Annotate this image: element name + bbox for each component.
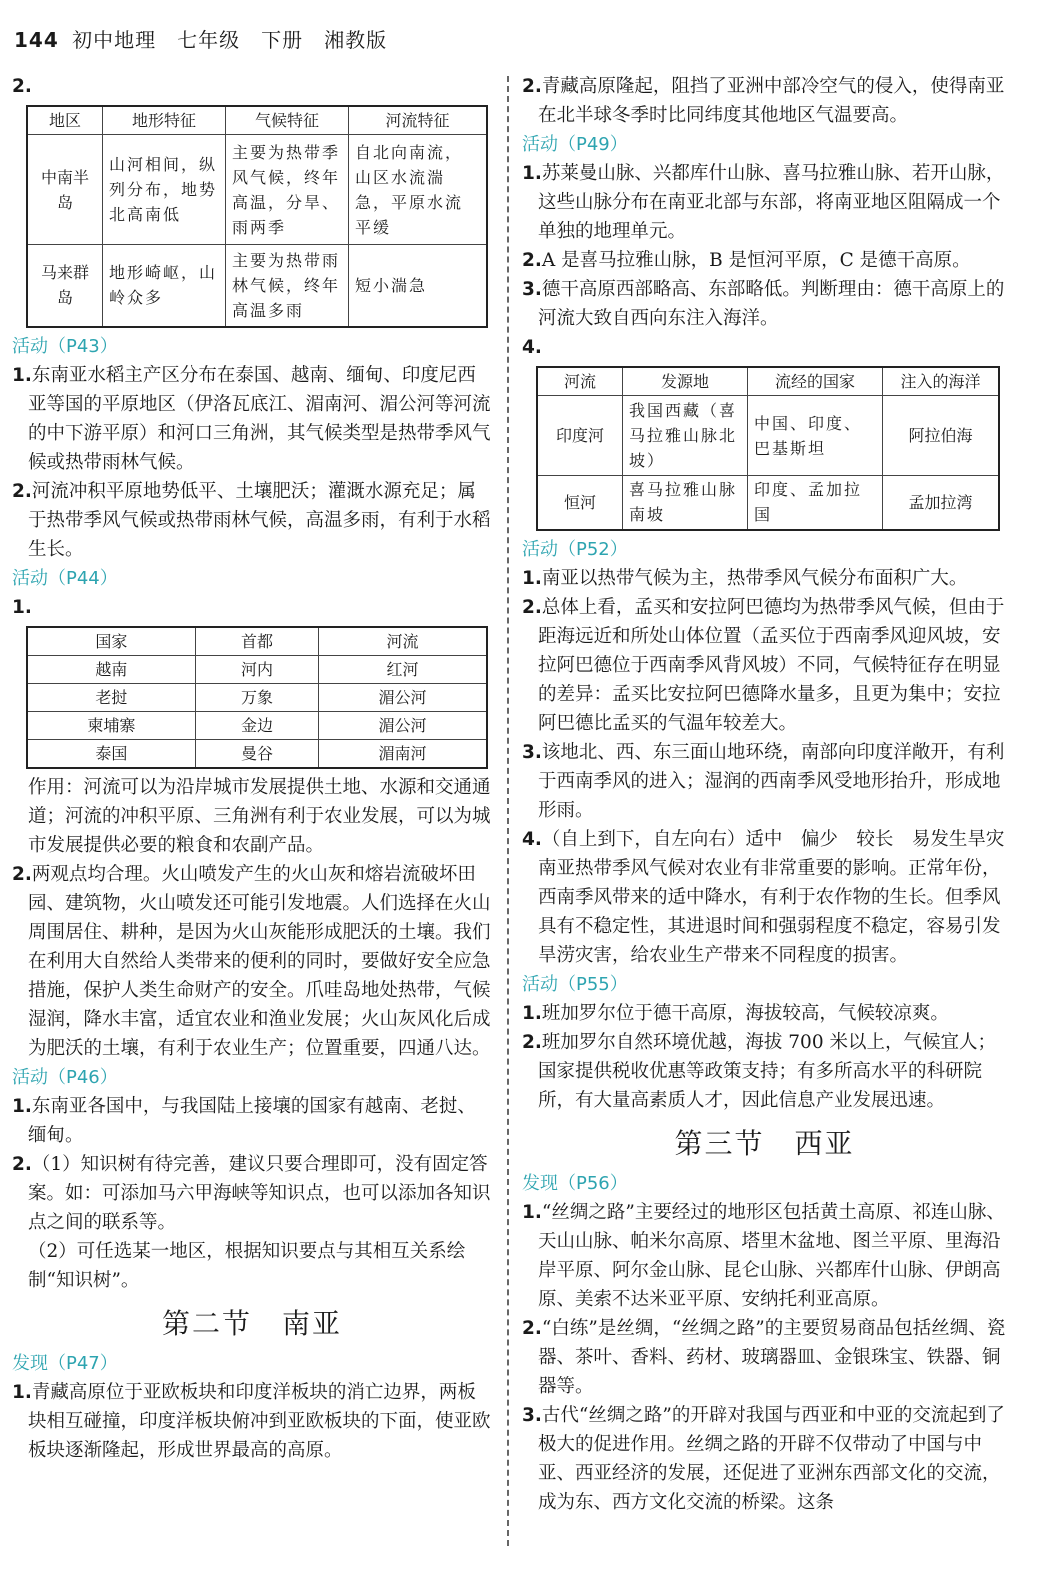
activity-heading: 活动（P44） bbox=[12, 567, 118, 589]
page-number: 144 bbox=[14, 28, 59, 52]
table-cell: 老挝 bbox=[27, 683, 195, 711]
item-number: 3. bbox=[522, 279, 542, 300]
table-cell: 泰国 bbox=[27, 739, 195, 768]
table-cell: 短小湍急 bbox=[349, 245, 488, 327]
table-header: 首都 bbox=[195, 627, 318, 656]
table-header-row bbox=[27, 106, 487, 135]
table-cell: 印度、孟加拉国 bbox=[748, 476, 883, 530]
river-table bbox=[536, 366, 1000, 531]
answer-text: 苏莱曼山脉、兴都库什山脉、喜马拉雅山脉、若开山脉，这些山脉分布在南亚北部与东部，将南亚地区阻隔成一个单独的地理单元。 bbox=[538, 163, 1005, 242]
answer-item bbox=[522, 825, 1023, 970]
table-cell: 马来群岛 bbox=[27, 245, 103, 327]
answer-item bbox=[12, 1378, 492, 1465]
answer-item bbox=[522, 246, 1007, 275]
answer-text: 青藏高原位于亚欧板块和印度洋板块的消亡边界，两板块相互碰撞，印度洋板块俯冲到亚欧板块的下面，使亚欧板块逐渐隆起，形成世界最高的高原。 bbox=[28, 1381, 491, 1461]
southeast-asia-table bbox=[26, 105, 488, 328]
table-cell: 喜马拉雅山脉南坡 bbox=[623, 476, 748, 530]
table-row bbox=[537, 396, 999, 476]
answer-text: “丝绸之路”主要经过的地形区包括黄土高原、祁连山脉、天山山脉、帕米尔高原、塔里木盆地、图兰平原、里海沿岸平原、阿尔金山脉、昆仑山脉、兴都库什山脉、伊朗高原、美索不达米亚平原、安纳托利亚高原。 bbox=[538, 1201, 1005, 1310]
discovery-heading: 发现（P56） bbox=[522, 1172, 628, 1194]
answer-item bbox=[522, 738, 1007, 825]
table-header: 气候特征 bbox=[226, 106, 349, 135]
item-number: 3. bbox=[522, 1404, 542, 1426]
table-header: 地区 bbox=[27, 106, 103, 135]
table-cell: 我国西藏（喜马拉雅山脉北坡） bbox=[623, 396, 748, 476]
item-number: 1. bbox=[522, 163, 542, 184]
answer-item bbox=[522, 1198, 1007, 1314]
answer-text: 东南亚水稻主产区分布在泰国、越南、缅甸、印度尼西亚等国的平原地区（伊洛瓦底江、湄南河、湄公河等河流的中下游平原）和河口三角洲，其气候类型是热带季风气候或热带雨林气候。 bbox=[28, 364, 491, 473]
answer-item bbox=[522, 1028, 1007, 1115]
activity-heading: 活动（P46） bbox=[12, 1066, 118, 1088]
table-cell: 湄南河 bbox=[319, 739, 487, 768]
item-number: 2. bbox=[12, 1153, 32, 1175]
answer-text: 总体上看，孟买和安拉阿巴德均为热带季风气候，但由于距海远近和所处山体位置（孟买位于西南季风迎风坡，安拉阿巴德位于西南季风背风坡）不同，气候特征存在明显的差异：孟买比安拉阿巴德降水量多，且更为集中；安拉阿巴德比孟买的气温年较差大。 bbox=[538, 596, 1005, 734]
table-cell: 自北向南流，山区水流湍急，平原水流平缓 bbox=[349, 135, 488, 245]
item-number: 2. bbox=[522, 1031, 542, 1053]
item-number: 4. bbox=[522, 828, 542, 850]
item-number: 2. bbox=[522, 250, 542, 271]
answer-text: 东南亚各国中，与我国陆上接壤的国家有越南、老挝、缅甸。 bbox=[28, 1095, 476, 1146]
item-number: 2. bbox=[12, 863, 32, 885]
table-cell: 孟加拉湾 bbox=[883, 476, 1000, 530]
activity-heading: 活动（P55） bbox=[522, 973, 628, 995]
table-row bbox=[537, 476, 999, 530]
answer-text: （2）可任选某一地区，根据知识要点与其相互关系绘制“知识树”。 bbox=[28, 1240, 466, 1291]
table-header: 发源地 bbox=[623, 367, 748, 396]
answer-item bbox=[12, 477, 492, 564]
table-header: 河流 bbox=[537, 367, 623, 396]
table-cell: 金边 bbox=[195, 711, 318, 739]
table-header: 河流特征 bbox=[349, 106, 488, 135]
item-number: 2. bbox=[522, 596, 542, 618]
answer-text: （自上到下，自左向右）适中 偏少 较长 易发生旱灾 南亚热带季风气候对农业有非常重要的影响。正常年份，西南季风带来的适中降水，有利于农作物的生长。但季风具有不稳定性，其进退时间和强弱程度不稳定，容易引发旱涝灾害，给农业生产带来不同程度的损害。 bbox=[538, 828, 1023, 966]
answer-item bbox=[522, 72, 1007, 130]
answer-text: A 是喜马拉雅山脉，B 是恒河平原，C 是德干高原。 bbox=[541, 250, 971, 271]
answer-text: 该地北、西、东三面山地环绕，南部向印度洋敞开，有利于西南季风的进入；湿润的西南季风受地形抬升，形成地形雨。 bbox=[538, 741, 1005, 821]
answer-text: 青藏高原隆起，阻挡了亚洲中部冷空气的侵入，使得南亚在北半球冬季时比同纬度其他地区气温要高。 bbox=[538, 76, 1005, 126]
item-number: 2. bbox=[12, 480, 32, 502]
table-row bbox=[27, 683, 487, 711]
table-cell: 印度河 bbox=[537, 396, 623, 476]
table-cell: 恒河 bbox=[537, 476, 623, 530]
answer-item bbox=[522, 159, 1007, 246]
item-number: 1. bbox=[522, 1002, 542, 1024]
table-row bbox=[27, 655, 487, 683]
table-cell: 越南 bbox=[27, 655, 195, 683]
table-cell: 中国、印度、巴基斯坦 bbox=[748, 396, 883, 476]
table-row bbox=[27, 135, 487, 245]
activity-heading: 活动（P52） bbox=[522, 538, 628, 560]
page-header bbox=[14, 24, 387, 53]
answer-item bbox=[522, 1314, 1007, 1401]
answer-item bbox=[522, 999, 1007, 1028]
item-number: 1. bbox=[12, 1095, 32, 1117]
table-cell: 主要为热带季风气候，终年高温，分旱、雨两季 bbox=[226, 135, 349, 245]
table-header: 流经的国家 bbox=[748, 367, 883, 396]
answer-item bbox=[522, 564, 1007, 593]
item-number: 1. bbox=[12, 1381, 32, 1403]
answer-item bbox=[12, 1150, 492, 1237]
activity-heading: 活动（P43） bbox=[12, 335, 118, 357]
table-header-row bbox=[537, 367, 999, 396]
answer-text: （1）知识树有待完善，建议只要合理即可，没有固定答案。如：可添加马六甲海峡等知识点，也可以添加各知识点之间的联系等。 bbox=[28, 1153, 491, 1233]
table-header: 地形特征 bbox=[103, 106, 226, 135]
table-cell: 湄公河 bbox=[319, 711, 487, 739]
table-cell: 万象 bbox=[195, 683, 318, 711]
table-row bbox=[27, 711, 487, 739]
answer-item bbox=[522, 1401, 1007, 1517]
answer-text: 古代“丝绸之路”的开辟对我国与西亚和中亚的交流起到了极大的促进作用。丝绸之路的开辟不仅带动了中国与中亚、西亚经济的发展，还促进了亚洲东西部文化的交流，成为东、西方文化交流的桥梁。这条 bbox=[538, 1404, 1005, 1513]
activity-heading: 活动（P49） bbox=[522, 134, 628, 155]
item-label: 4. bbox=[522, 337, 542, 358]
table-row bbox=[27, 739, 487, 768]
table-cell: 曼谷 bbox=[195, 739, 318, 768]
item-number: 2. bbox=[522, 76, 542, 97]
table-header-row bbox=[27, 627, 487, 656]
table-cell: 中南半岛 bbox=[27, 135, 103, 245]
item-number: 1. bbox=[522, 567, 542, 589]
section-title: 第二节 南亚 bbox=[161, 1306, 342, 1340]
answer-text: “白练”是丝绸，“丝绸之路”的主要贸易商品包括丝绸、瓷器、茶叶、香料、药材、玻璃器皿、金银珠宝、铁器、铜器等。 bbox=[538, 1317, 1006, 1397]
table-cell: 湄公河 bbox=[319, 683, 487, 711]
left-column bbox=[12, 72, 492, 1465]
item-label: 1. bbox=[12, 596, 32, 618]
table-row bbox=[27, 245, 487, 327]
item-number: 1. bbox=[12, 364, 32, 386]
answer-item bbox=[12, 860, 492, 1063]
answer-text: 德干高原西部略高、东部略低。判断理由：德干高原上的河流大致自西向东注入海洋。 bbox=[538, 279, 1005, 329]
capital-river-table bbox=[26, 626, 488, 769]
table-cell: 地形崎岖，山岭众多 bbox=[103, 245, 226, 327]
answer-item bbox=[522, 593, 1007, 738]
right-column bbox=[522, 72, 1023, 1517]
item-number: 1. bbox=[522, 1201, 542, 1223]
table-cell: 阿拉伯海 bbox=[883, 396, 1000, 476]
table-cell: 红河 bbox=[319, 655, 487, 683]
item-label: 2. bbox=[12, 76, 32, 97]
answer-text: 南亚以热带气候为主，热带季风气候分布面积广大。 bbox=[541, 567, 968, 589]
answer-text: 作用：河流可以为沿岸城市发展提供土地、水源和交通通道；河流的冲积平原、三角洲有利于农业发展，可以为城市发展提供必要的粮食和农副产品。 bbox=[28, 776, 491, 856]
answer-text: 两观点均合理。火山喷发产生的火山灰和熔岩流破坏田园、建筑物，火山喷发还可能引发地震。人们选择在火山周围居住、耕种，是因为火山灰能形成肥沃的土壤。我们在利用大自然给人类带来的便利的同时，要做好安全应急措施，保护人类生命财产的安全。爪哇岛地处热带，气候湿润，降水丰富，适宜农业和渔业发展；火山灰风化后成为肥沃的土壤，有利于农业生产；位置重要，四通八达。 bbox=[28, 863, 491, 1059]
table-header: 注入的海洋 bbox=[883, 367, 1000, 396]
table-header: 国家 bbox=[27, 627, 195, 656]
item-number: 3. bbox=[522, 741, 542, 763]
answer-text: 班加罗尔自然环境优越，海拔 700 米以上，气候宜人；国家提供税收优惠等政策支持；有多所高水平的科研院所，有大量高素质人才，因此信息产业发展迅速。 bbox=[538, 1031, 996, 1111]
section-title: 第三节 西亚 bbox=[674, 1126, 855, 1160]
table-cell: 山河相间，纵列分布，地势北高南低 bbox=[103, 135, 226, 245]
answer-item bbox=[12, 361, 492, 477]
book-title: 初中地理 七年级 下册 湘教版 bbox=[72, 28, 388, 52]
item-number: 2. bbox=[522, 1317, 542, 1339]
table-header: 河流 bbox=[319, 627, 487, 656]
table-cell: 主要为热带雨林气候，终年高温多雨 bbox=[226, 245, 349, 327]
answer-item bbox=[522, 275, 1007, 333]
answer-text: 河流冲积平原地势低平、土壤肥沃；灌溉水源充足；属于热带季风气候或热带雨林气候，高温多雨，有利于水稻生长。 bbox=[28, 480, 491, 560]
discovery-heading: 发现（P47） bbox=[12, 1352, 118, 1374]
answer-item bbox=[12, 1092, 492, 1150]
column-divider bbox=[507, 76, 509, 1546]
answer-text: 班加罗尔位于德干高原，海拔较高，气候较凉爽。 bbox=[541, 1002, 949, 1024]
table-cell: 柬埔寨 bbox=[27, 711, 195, 739]
table-cell: 河内 bbox=[195, 655, 318, 683]
